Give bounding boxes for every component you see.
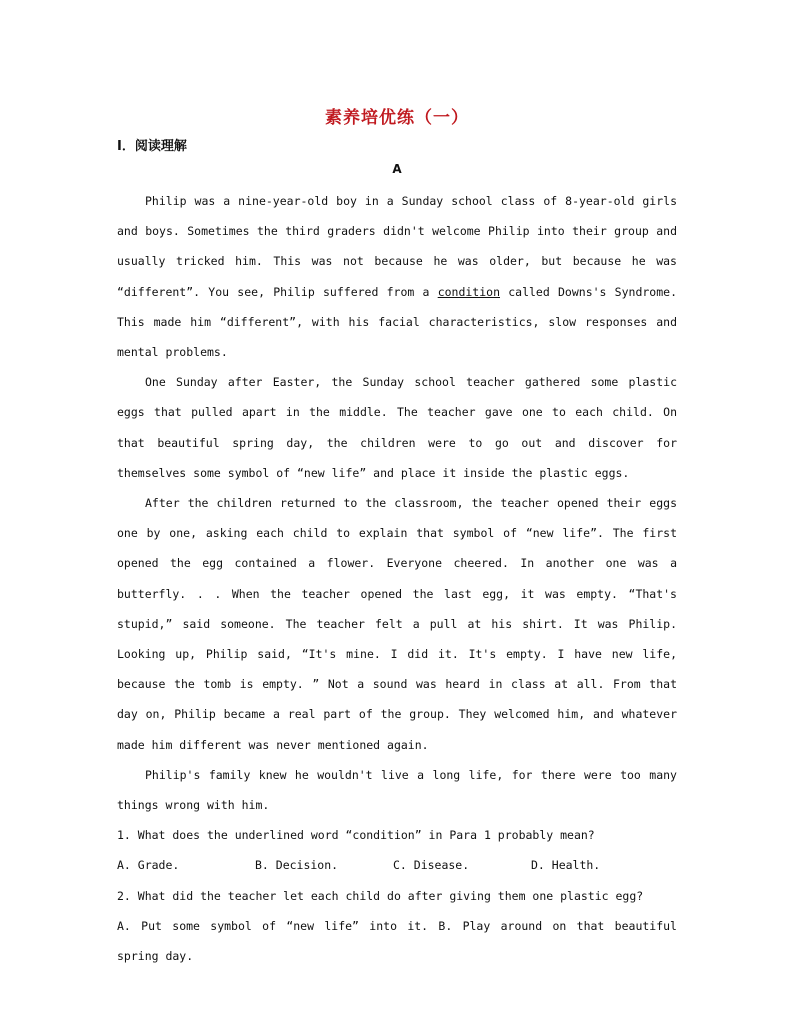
paragraph-2: One Sunday after Easter, the Sunday school teacher gathered some plastic eggs that pulled apart in the middle. The teacher gave one to each child. On that beautiful spring day, the children were to go out and discover for themselves some symbol of “new life” and place it inside the plastic eggs. xyxy=(117,375,677,480)
paragraph-1-text-b: called Downs's Syndrome. This made him “different”, with his facial characteristics, slow responses and mental problems. xyxy=(117,284,677,360)
option-a: A. Grade. xyxy=(117,858,180,873)
paragraph-4: Philip's family knew he wouldn't live a long life, for there were too many things wrong with him. xyxy=(117,767,677,813)
underlined-word: condition xyxy=(437,284,500,299)
question-1: 1. What does the underlined word “condition” in Para 1 probably mean? xyxy=(117,828,595,843)
question-2-options: A. Put some symbol of “new life” into it. B. Play around on that beautiful spring day. xyxy=(117,918,677,964)
page-title: 素养培优练（一） xyxy=(325,108,469,128)
paragraph-1 xyxy=(117,186,677,367)
option-b: B. Decision. xyxy=(255,858,339,873)
question-1-options xyxy=(117,850,677,880)
option-c: C. Disease. xyxy=(393,858,470,873)
option-d: D. Health. xyxy=(531,858,601,873)
section-heading: Ⅰ．阅读理解 xyxy=(117,139,187,154)
paragraph-1-text-a: Philip was a nine-year-old boy in a Sunday school class of 8-year-old girls and boys. Sometimes the third graders didn't welcome Philip into their group and usually tricked him. This was not because he was older, but because he was “different”. You see, Philip suffered from a xyxy=(117,194,677,299)
passage-label: A xyxy=(392,162,402,176)
question-2: 2. What did the teacher let each child do after giving them one plastic egg? xyxy=(117,888,644,903)
passage-body xyxy=(117,186,677,971)
paragraph-3: After the children returned to the classroom, the teacher opened their eggs one by one, asking each child to explain that symbol of “new life”. The first opened the egg contained a flower. Everyone cheered. In another one was a butterfly. . . When the teacher opened the last egg, it was empty. “That's stupid,” said someone. The teacher felt a pull at his shirt. It was Philip. Looking up, Philip said, “It's mine. I did it. It's empty. I have new life, because the tomb is empty. ” Not a sound was heard in class at all. From that day on, Philip became a real part of the group. They welcomed him, and whatever made him different was never mentioned again. xyxy=(117,496,677,752)
